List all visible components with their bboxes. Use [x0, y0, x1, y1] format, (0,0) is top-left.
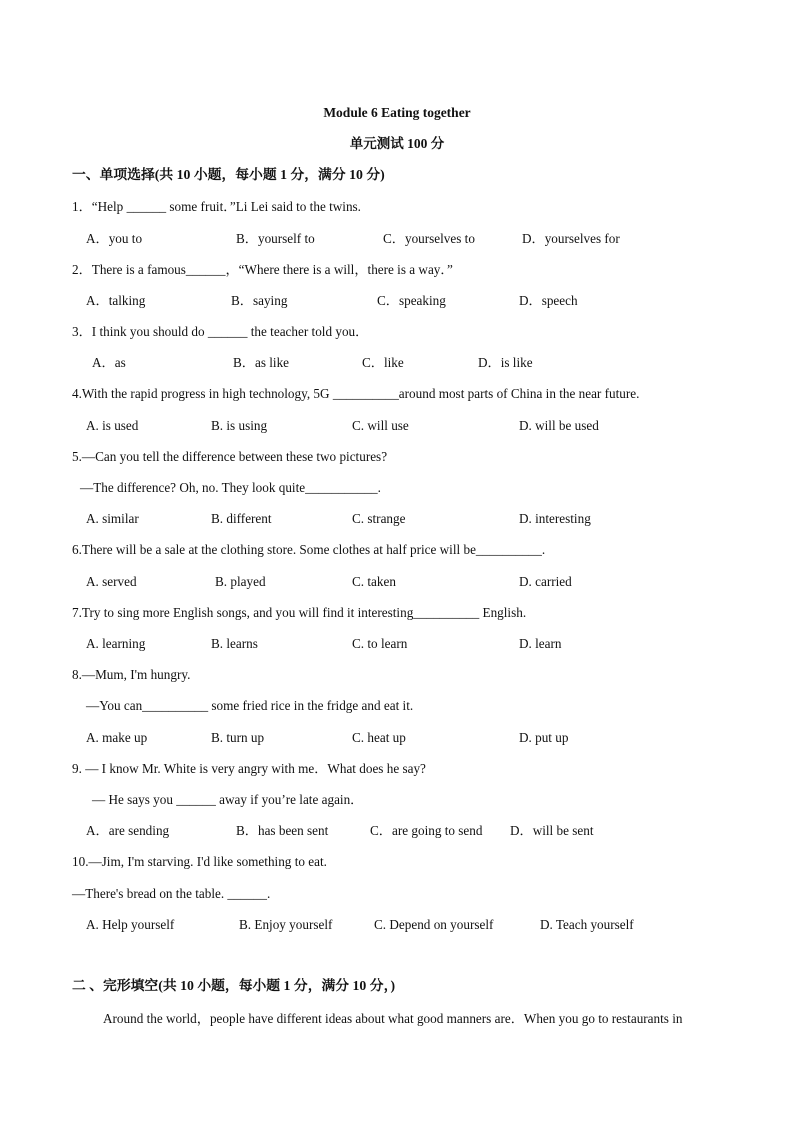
question-stem: 3．I think you should do ______ the teacher told you． — [72, 324, 369, 339]
option-d: D. carried — [519, 574, 572, 589]
option-a: A. learning — [86, 636, 146, 651]
option-d: D. put up — [519, 730, 569, 745]
option-c: C. heat up — [352, 730, 406, 745]
cloze-passage-line: Around the world，people have different ideas about what good manners are．When you go to restaurants in — [103, 1011, 683, 1026]
section-heading-single-choice: 一、单项选择(共 10 小题，每小题 1 分，满分 10 分) — [72, 167, 385, 182]
question-stem-reply: — He says you ______ away if you’re late again． — [92, 792, 364, 807]
option-a: A. make up — [86, 730, 148, 745]
question-stem: 7.Try to sing more English songs, and you will find it interesting__________ English. — [72, 605, 527, 620]
option-d: D．yourselves for — [522, 231, 620, 246]
option-c: C. strange — [352, 511, 406, 526]
option-a: A. served — [86, 574, 137, 589]
option-d: D. Teach yourself — [540, 917, 634, 932]
document-subtitle: 单元测试 100 分 — [349, 136, 445, 151]
option-b: B．has been sent — [236, 823, 329, 838]
option-a: A. similar — [86, 511, 139, 526]
question-stem-reply: —You can__________ some fried rice in the fridge and eat it. — [86, 698, 414, 713]
option-c: C. will use — [352, 418, 409, 433]
question-stem: 1．“Help ______ some fruit．”Li Lei said to the twins. — [72, 199, 361, 214]
option-d: D．will be sent — [510, 823, 594, 838]
question-stem: 10.—Jim, I'm starving. I'd like something to eat. — [72, 854, 327, 869]
option-a: A．are sending — [86, 823, 170, 838]
question-stem: 8.—Mum, I'm hungry. — [72, 667, 191, 682]
option-d: D. learn — [519, 636, 562, 651]
question-stem: 6.There will be a sale at the clothing store. Some clothes at half price will be__________. — [72, 542, 546, 557]
option-c: C. taken — [352, 574, 396, 589]
document-title: Module 6 Eating together — [323, 105, 471, 120]
option-d: D. will be used — [519, 418, 599, 433]
question-stem: 5.—Can you tell the difference between these two pictures? — [72, 449, 388, 464]
option-b: B. turn up — [211, 730, 265, 745]
option-b: B. Enjoy yourself — [239, 917, 333, 932]
option-a: A．as — [92, 355, 126, 370]
section-heading-cloze: 二 、完形填空(共 10 小题，每小题 1 分，满分 10 分，) — [72, 978, 396, 993]
option-d: D．speech — [519, 293, 578, 308]
option-d: D. interesting — [519, 511, 591, 526]
option-b: B. is using — [211, 418, 268, 433]
option-a: A．talking — [86, 293, 146, 308]
option-a: A. is used — [86, 418, 139, 433]
option-a: A. Help yourself — [86, 917, 175, 932]
option-d: D．is like — [478, 355, 533, 370]
option-b: B．yourself to — [236, 231, 315, 246]
question-stem-reply: —There's bread on the table. ______. — [72, 886, 271, 901]
option-c: C．like — [362, 355, 404, 370]
option-c: C．yourselves to — [383, 231, 475, 246]
option-b: B. played — [215, 574, 266, 589]
option-b: B．saying — [231, 293, 288, 308]
option-c: C. Depend on yourself — [374, 917, 494, 932]
option-b: B. learns — [211, 636, 258, 651]
option-c: C．are going to send — [370, 823, 483, 838]
option-c: C. to learn — [352, 636, 408, 651]
option-c: C．speaking — [377, 293, 446, 308]
option-b: B．as like — [233, 355, 290, 370]
question-stem: 9. — I know Mr. White is very angry with me．What does he say? — [72, 761, 426, 776]
question-stem-reply: —The difference? Oh, no. They look quite___________. — [80, 480, 381, 495]
question-stem: 2．There is a famous______，“Where there is a will，there is a way．” — [72, 262, 453, 277]
option-b: B. different — [211, 511, 272, 526]
option-a: A．you to — [86, 231, 143, 246]
question-stem: 4.With the rapid progress in high technology, 5G __________around most parts of China in the near future. — [72, 386, 640, 401]
